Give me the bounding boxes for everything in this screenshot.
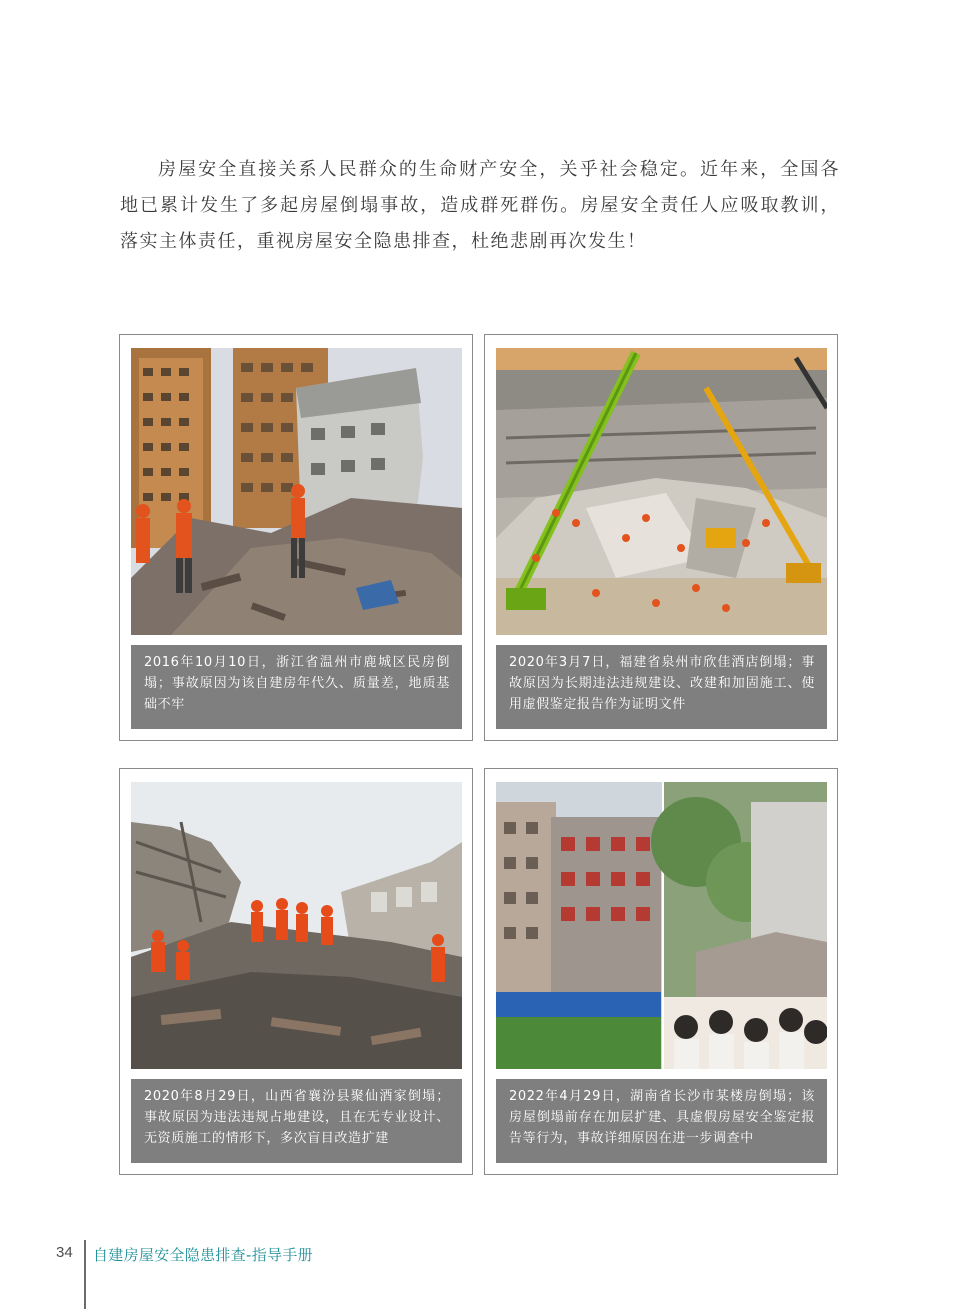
incident-caption: 2020年3月7日，福建省泉州市欣佳酒店倒塌；事故原因为长期违法违规建设、改建和加固施工、使用虚假鉴定报告作为证明文件 — [496, 645, 827, 729]
incident-caption: 2020年8月29日，山西省襄汾县聚仙酒家倒塌；事故原因为违法违规占地建设，且在无专业设计、无资质施工的情形下，多次盲目改造扩建 — [131, 1079, 462, 1163]
incident-photo-xiangfen — [131, 782, 462, 1069]
incident-card-wenzhou — [119, 334, 473, 741]
page-number: 34 — [56, 1244, 73, 1261]
incident-caption: 2022年4月29日，湖南省长沙市某楼房倒塌；该房屋倒塌前存在加层扩建、具虚假房屋安全鉴定报告等行为，事故详细原因在进一步调查中 — [496, 1079, 827, 1163]
book-title: 自建房屋安全隐患排查-指导手册 — [93, 1246, 313, 1264]
incident-card-xiangfen — [119, 768, 473, 1175]
incident-card-quanzhou — [484, 334, 838, 741]
intro-paragraph: 房屋安全直接关系人民群众的生命财产安全，关乎社会稳定。近年来，全国各地已累计发生了多起房屋倒塌事故，造成群死群伤。房屋安全责任人应吸取教训，落实主体责任，重视房屋安全隐患排查，杜绝悲剧再次发生！ — [120, 159, 840, 252]
incident-photo-changsha — [496, 782, 827, 1069]
incident-photo-quanzhou — [496, 348, 827, 635]
incident-card-changsha — [484, 768, 838, 1175]
incident-caption: 2016年10月10日，浙江省温州市鹿城区民房倒塌；事故原因为该自建房年代久、质量差，地质基础不牢 — [131, 645, 462, 729]
incident-photo-wenzhou — [131, 348, 462, 635]
footer-divider — [84, 1240, 86, 1309]
